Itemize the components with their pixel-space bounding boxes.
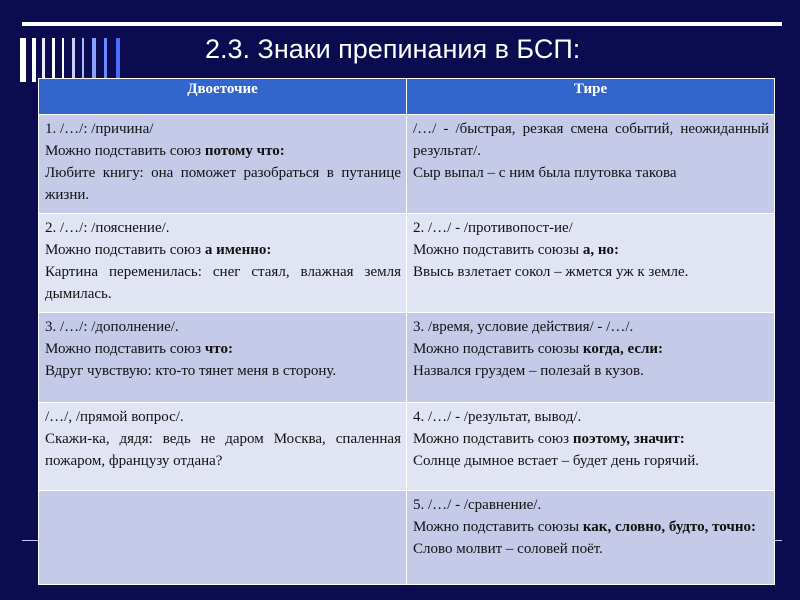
rule-conjunction: Можно подставить союзы а, но:: [413, 242, 620, 258]
rule-conjunction: Можно подставить союз а именно:: [45, 242, 272, 258]
conjunction-bold: когда, если:: [582, 341, 664, 357]
rule-heading: /…/, /прямой вопрос/.: [45, 409, 184, 425]
conjunction-bold: потому что:: [204, 143, 285, 159]
rule-heading: /…/ - /быстрая, резкая смена событий, неожиданный результат/.: [413, 121, 769, 159]
rule-heading: 3. /время, условие действия/ - /…/.: [413, 319, 634, 335]
rule-heading: 5. /…/ - /сравнение/.: [413, 497, 542, 513]
conjunction-bold: что:: [204, 341, 233, 357]
rule-example: Любите книгу: она поможет разобраться в путанице жизни.: [45, 165, 401, 203]
table-row: [39, 313, 775, 403]
rule-heading: 2. /…/ - /противопост-ие/: [413, 220, 573, 236]
conjunction-bold: как, словно, будто, точно:: [582, 519, 757, 535]
rule-example: Картина переменилась: снег стаял, влажная земля дымилась.: [45, 264, 401, 302]
table-cell-right: [407, 491, 775, 585]
table-cell-right: [407, 115, 775, 214]
table-row: [39, 115, 775, 214]
rule-example: Слово молвит – соловей поёт.: [413, 541, 603, 557]
table-cell-left-empty: [39, 491, 407, 585]
rule-example: Солнце дымное встает – будет день горячий.: [413, 453, 699, 469]
rule-heading: 2. /…/: /пояснение/.: [45, 220, 170, 236]
header-colon: Двоеточие: [39, 79, 407, 115]
conjunction-bold: поэтому, значит:: [572, 431, 685, 447]
slide-title: 2.3. Знаки препинания в БСП:: [205, 34, 581, 64]
table-row: [39, 214, 775, 313]
table-cell-left: [39, 115, 407, 214]
header-dash: Тире: [407, 79, 775, 115]
rule-example: Ввысь взлетает сокол – жмется уж к земле.: [413, 264, 689, 280]
table-cell-right: [407, 403, 775, 491]
rule-heading: 3. /…/: /дополнение/.: [45, 319, 179, 335]
rule-conjunction: Можно подставить союзы когда, если:: [413, 341, 664, 357]
table-row: [39, 403, 775, 491]
header-row: [39, 79, 775, 115]
rule-heading: 4. /…/ - /результат, вывод/.: [413, 409, 582, 425]
rule-conjunction: Можно подставить союзы как, словно, будто, точно:: [413, 519, 757, 535]
top-divider: [22, 22, 782, 26]
punctuation-table: [38, 78, 775, 585]
table-cell-left: [39, 214, 407, 313]
rule-example: Назвался груздем – полезай в кузов.: [413, 363, 644, 379]
table-row: [39, 491, 775, 585]
table-cell-left: [39, 313, 407, 403]
rule-example: Вдруг чувствую: кто-то тянет меня в сторону.: [45, 363, 337, 379]
rule-conjunction: Можно подставить союз потому что:: [45, 143, 285, 159]
table-cell-left: [39, 403, 407, 491]
conjunction-bold: а, но:: [582, 242, 620, 258]
rule-conjunction: Можно подставить союз поэтому, значит:: [413, 431, 685, 447]
rule-example: Скажи-ка, дядя: ведь не даром Москва, спаленная пожаром, французу отдана?: [45, 431, 401, 469]
rule-example: Сыр выпал – с ним была плутовка такова: [413, 165, 677, 181]
table-cell-right: [407, 313, 775, 403]
rule-conjunction: Можно подставить союз что:: [45, 341, 233, 357]
rule-heading: 1. /…/: /причина/: [45, 121, 154, 137]
conjunction-bold: а именно:: [204, 242, 272, 258]
table-cell-right: [407, 214, 775, 313]
